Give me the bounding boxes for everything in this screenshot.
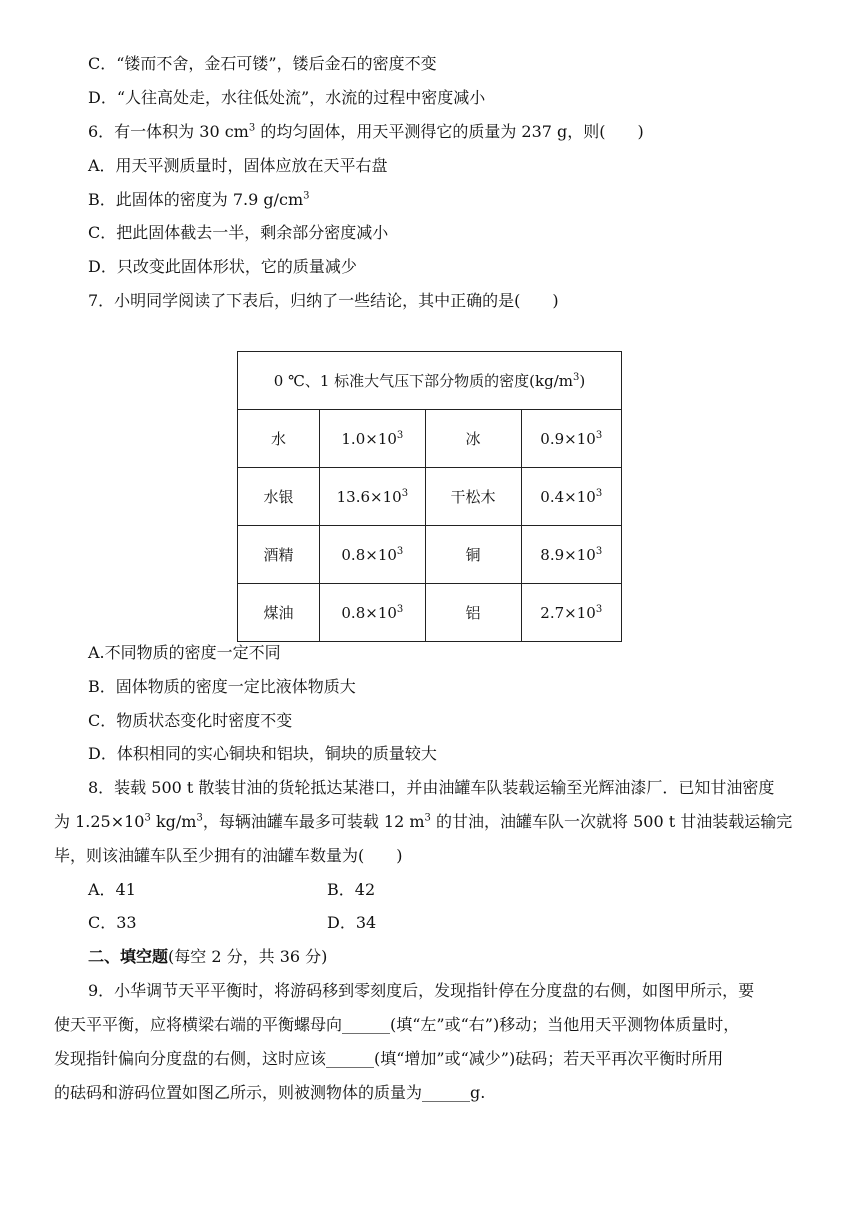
density-value: $8.9\times 10^3$	[521, 526, 622, 584]
density-value: $0.8\times 10^3$	[320, 584, 426, 642]
q7-option-c: C．物质状态变化时密度不变	[88, 711, 293, 730]
section-heading	[88, 947, 327, 967]
density-value: $2.7\times 10^3$	[521, 584, 622, 642]
q6-option-b: B．此固体的密度为 7.9 $g/cm^3$	[88, 190, 310, 209]
substance-name: 冰	[425, 410, 521, 468]
q9-stem-line4: 的砝码和游码位置如图乙所示，则被测物体的质量为______g.	[54, 1083, 486, 1102]
q7-option-d: D．体积相同的实心铜块和铝块，铜块的质量较大	[88, 744, 437, 763]
q8-option-b: B．42	[327, 880, 376, 899]
density-value: $1.0\times 10^3$	[320, 410, 426, 468]
density-value: $0.4\times 10^3$	[521, 468, 622, 526]
q7-stem: 7．小明同学阅读了下表后，归纳了一些结论，其中正确的是( )	[88, 291, 559, 310]
section-title: 二、填空题	[88, 947, 169, 966]
q9-stem-line1: 9．小华调节天平平衡时，将游码移到零刻度后，发现指针停在分度盘的右侧，如图甲所示，要	[88, 981, 755, 1000]
q8-option-c: C．33	[88, 913, 137, 932]
substance-name: 铝	[425, 584, 521, 642]
q6-option-a: A．用天平测质量时，固体应放在天平右盘	[88, 156, 388, 175]
q8-option-d: D．34	[327, 913, 377, 932]
table-row	[238, 584, 622, 642]
q5-option-d: D．“人往高处走，水往低处流”，水流的过程中密度减小	[88, 88, 486, 107]
table-row	[238, 468, 622, 526]
substance-name: 铜	[425, 526, 521, 584]
substance-name: 干松木	[425, 468, 521, 526]
density-table-header-row	[238, 352, 622, 410]
q8-stem-line1: 8．装载 500 t 散装甘油的货轮抵达某港口，并由油罐车队装载运输至光辉油漆厂．已知甘油密度	[88, 778, 775, 797]
q8-stem-line2: 为 $1.25\times 10^3$ $kg/m^3$，每辆油罐车最多可装载 12 $m^3$ 的甘油，油罐车队一次就将 500 t 甘油装载运输完	[54, 812, 793, 831]
q6-option-d: D．只改变此固体形状，它的质量减少	[88, 257, 357, 276]
substance-name: 水银	[238, 468, 320, 526]
q9-stem-line3: 发现指针偏向分度盘的右侧，这时应该______(填“增加”或“减少”)砝码；若天平再次平衡时所用	[54, 1049, 724, 1068]
substance-name: 水	[238, 410, 320, 468]
substance-name: 煤油	[238, 584, 320, 642]
q5-option-c: C．“镂而不舍，金石可镂”，镂后金石的密度不变	[88, 54, 437, 73]
substance-name: 酒精	[238, 526, 320, 584]
q7-option-a: A.不同物质的密度一定不同	[88, 643, 281, 662]
q7-option-b: B．固体物质的密度一定比液体物质大	[88, 677, 356, 696]
density-value: $13.6\times 10^3$	[320, 468, 426, 526]
q9-stem-line2: 使天平平衡，应将横梁右端的平衡螺母向______(填“左”或“右”)移动；当他用天平测物体质量时，	[54, 1015, 740, 1034]
density-value: $0.9\times 10^3$	[521, 410, 622, 468]
q8-option-a: A．41	[88, 880, 136, 899]
q6-stem: 6．有一体积为 30 $cm^3$ 的均匀固体，用天平测得它的质量为 237 g，则( )	[88, 122, 644, 141]
section-note: (每空 2 分，共 36 分)	[168, 947, 328, 966]
q6-option-c: C．把此固体截去一半，剩余部分密度减小	[88, 223, 389, 242]
q8-stem-line3: 毕，则该油罐车队至少拥有的油罐车数量为( )	[54, 846, 403, 865]
table-row	[238, 410, 622, 468]
density-table-title: 0 ℃、1 标准大气压下部分物质的密度$(kg/m^3)$	[238, 352, 622, 410]
table-row	[238, 526, 622, 584]
density-table	[237, 351, 622, 642]
density-value: $0.8\times 10^3$	[320, 526, 426, 584]
